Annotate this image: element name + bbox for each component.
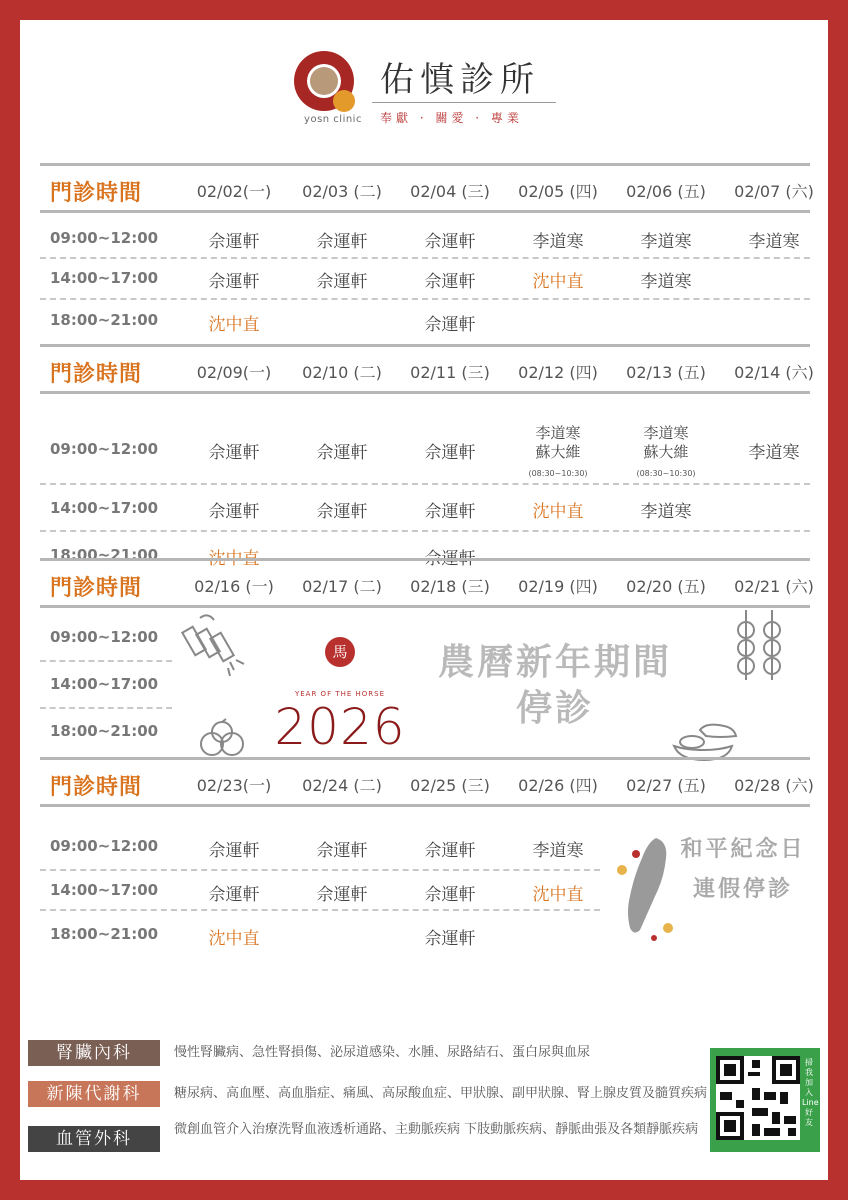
doctor-cell: 佘運軒 [424, 502, 476, 522]
doctor-cell: 佘運軒 [208, 885, 260, 905]
time-slot: 14:00~17:00 [50, 881, 159, 899]
doctor-cell: 沈中直 [208, 315, 260, 335]
date-header: 02/17 (二) [302, 577, 382, 596]
time-slot: 18:00~21:00 [50, 722, 159, 740]
doctor-cell: 佘運軒 [316, 272, 368, 292]
holiday-line-2: 連假停診 [692, 877, 793, 902]
time-slot: 14:00~17:00 [50, 675, 159, 693]
date-header: 02/10 (二) [302, 363, 382, 382]
date-header: 02/14 (六) [734, 363, 814, 382]
row-divider [40, 660, 172, 662]
row-divider [40, 530, 810, 532]
row-divider [40, 257, 810, 259]
doctor-cell: 佘運軒 [208, 841, 260, 861]
clinic-hours-title: 門診時間 [50, 775, 143, 800]
doctor-cell: 佘運軒 [316, 443, 368, 463]
doctor-cell: 佘運軒 [424, 885, 476, 905]
doctor-cell: 佘運軒 [424, 443, 476, 463]
doctor-cell: 沈中直 [532, 885, 584, 905]
row-divider [40, 298, 810, 300]
week-header [40, 558, 814, 608]
doctor-cell-multi [612, 424, 720, 483]
doctor-cell: 佘運軒 [208, 272, 260, 292]
horse-seal-icon: 馬 [325, 637, 355, 667]
time-slot: 14:00~17:00 [50, 499, 159, 517]
doctor-cell: 沈中直 [532, 272, 584, 292]
row-divider [40, 483, 810, 485]
doctor-cell: 李道寒 [640, 272, 692, 292]
doctor-cell: 李道寒 [748, 443, 800, 463]
clinic-hours-title: 門診時間 [50, 362, 143, 387]
tangerine-icon [198, 718, 246, 760]
date-header: 02/05 (四) [518, 182, 598, 201]
time-slot: 09:00~12:00 [50, 837, 159, 855]
dept-vascular: 血管外科 [28, 1126, 160, 1152]
date-header: 02/23(一) [196, 776, 272, 795]
dept-metabolism: 新陳代謝科 [28, 1081, 160, 1107]
year-2026: 2026 [274, 698, 406, 756]
doctor-cell: 李道寒 [640, 502, 692, 522]
doctor-cell: 佘運軒 [424, 549, 476, 569]
date-header: 02/19 (四) [518, 577, 598, 596]
date-header: 02/09(一) [196, 363, 272, 382]
date-header: 02/26 (四) [518, 776, 598, 795]
week-2 [40, 344, 814, 569]
date-header: 02/02(一) [196, 182, 272, 201]
date-header: 02/07 (六) [734, 182, 814, 201]
doctor-cell: 沈中直 [208, 929, 260, 949]
time-slot: 09:00~12:00 [50, 229, 159, 247]
date-header: 02/04 (三) [410, 182, 490, 201]
clinic-logo-icon [292, 48, 370, 120]
week-header [40, 163, 814, 213]
doctor-cell: 佘運軒 [424, 841, 476, 861]
closure-line-2: 停診 [515, 688, 594, 729]
doctor-cell: 佘運軒 [316, 502, 368, 522]
doctor-cell: 李道寒 [532, 841, 584, 861]
date-header: 02/12 (四) [518, 363, 598, 382]
schedule-sheet [20, 20, 828, 1180]
gold-ingot-icon [670, 712, 740, 762]
row-divider [40, 869, 600, 871]
doctor-cell: 佘運軒 [316, 841, 368, 861]
clinic-rule [372, 102, 556, 103]
doctor-cell: 李道寒 [640, 232, 692, 252]
date-header: 02/28 (六) [734, 776, 814, 795]
clinic-hours-title: 門診時間 [50, 576, 143, 601]
doctor-cell: 佘運軒 [424, 272, 476, 292]
year-of-horse-label: YEAR OF THE HORSE [294, 690, 386, 698]
doctor-cell: 佘運軒 [208, 502, 260, 522]
date-header: 02/21 (六) [734, 577, 814, 596]
time-slot: 18:00~21:00 [50, 546, 159, 564]
doctor-cell: 李道寒 [532, 232, 584, 252]
time-slot: 18:00~21:00 [50, 311, 159, 329]
doctor-cell: 沈中直 [532, 502, 584, 522]
clinic-name: 佑慎診所 [380, 60, 540, 100]
doctor-name: 李道寒 [643, 424, 689, 442]
holiday-line-1: 和平紀念日 [680, 837, 806, 862]
doctor-cell: 佘運軒 [424, 315, 476, 335]
coin-string-icon [730, 610, 790, 680]
logo-text: yosn clinic [304, 114, 362, 125]
row-divider [40, 909, 600, 911]
doctor-cell: 佘運軒 [424, 929, 476, 949]
date-header: 02/11 (三) [410, 363, 490, 382]
dept-desc: 微創血管介入治療洗腎血液透析通路、主動脈疾病 下肢動脈疾病、靜脈曲張及各類靜脈疾病 [174, 1122, 699, 1137]
doctor-cell: 佘運軒 [316, 232, 368, 252]
firecracker-icon [180, 610, 250, 680]
date-header: 02/16 (一) [194, 577, 274, 596]
week-header [40, 757, 814, 807]
week-1 [40, 163, 814, 343]
date-header: 02/20 (五) [626, 577, 706, 596]
dept-desc: 糖尿病、高血壓、高血脂症、痛風、高尿酸血症、甲狀腺、副甲狀腺、腎上腺皮質及髓質疾病 [174, 1086, 708, 1101]
date-header: 02/25 (三) [410, 776, 490, 795]
qr-label: 掃我加入Line好友 [802, 1058, 819, 1127]
date-header: 02/06 (五) [626, 182, 706, 201]
closure-line-1: 農曆新年期間 [437, 642, 672, 683]
time-slot: 14:00~17:00 [50, 269, 159, 287]
date-header: 02/24 (二) [302, 776, 382, 795]
clinic-slogan: 奉獻 · 關愛 · 專業 [380, 111, 523, 125]
doctor-cell: 沈中直 [208, 549, 260, 569]
doctor-cell: 李道寒 [748, 232, 800, 252]
doctor-cell: 佘運軒 [424, 232, 476, 252]
date-header: 02/27 (五) [626, 776, 706, 795]
time-note: (08:30~10:30) [636, 469, 696, 478]
date-header: 02/18 (三) [410, 577, 490, 596]
date-header: 02/13 (五) [626, 363, 706, 382]
time-slot: 09:00~12:00 [50, 628, 159, 646]
line-qr-panel[interactable] [710, 1048, 820, 1152]
dept-nephrology: 腎臟內科 [28, 1040, 160, 1066]
dept-desc: 慢性腎臟病、急性腎損傷、泌尿道感染、水腫、尿路結石、蛋白尿與血尿 [174, 1045, 591, 1060]
time-slot: 18:00~21:00 [50, 925, 159, 943]
date-header: 02/03 (二) [302, 182, 382, 201]
doctor-name: 蘇大維 [535, 443, 581, 461]
doctor-cell: 佘運軒 [316, 885, 368, 905]
doctor-name: 李道寒 [535, 424, 581, 442]
doctor-cell: 佘運軒 [208, 443, 260, 463]
qr-code-icon[interactable] [716, 1056, 800, 1140]
week-header [40, 344, 814, 394]
row-divider [40, 707, 172, 709]
doctor-cell: 佘運軒 [208, 232, 260, 252]
clinic-hours-title: 門診時間 [50, 181, 143, 206]
time-slot: 09:00~12:00 [50, 440, 159, 458]
time-note: (08:30~10:30) [528, 469, 588, 478]
doctor-name: 蘇大維 [643, 443, 689, 461]
doctor-cell-multi [504, 424, 612, 483]
